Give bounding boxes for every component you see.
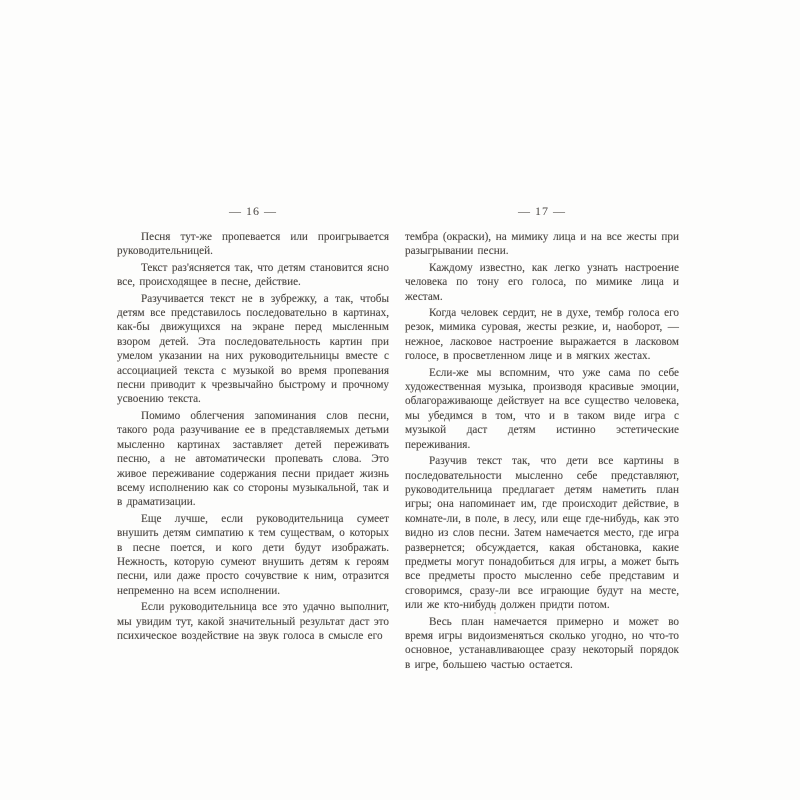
page-16-text-block xyxy=(117,230,389,643)
paragraph: Еще лучше, если руководительница сумеет внушить детям симпатию к тем существам, о которых в песне поется, и кого дети будут изображать. Нежность, которую сумеют внушить детям к героям песни, или даже просто сочувствие к ним, отразится непременно на всем исполнении. xyxy=(117,512,389,597)
scan-artifact xyxy=(494,603,496,610)
paragraph: Когда человек сердит, не в духе, тембр голоса его резок, мимика суровая, жесты резкие, и, наоборот, — нежное, ласковое настроение выражается в ласковом голосе, в просветленном лице и в мягких жестах. xyxy=(405,307,679,363)
paragraph: Песня тут-же пропевается или проигрывается руководительницей. xyxy=(117,231,389,258)
paragraph: Весь план намечается примерно и может во время игры видоизменяться сколько угодно, но что-то основное, устанавливающее сразу некоторый порядок в игре, большею частью остается. xyxy=(405,615,679,671)
paragraph: Текст раз'ясняется так, что детям становится ясно все, происходящее в песне, действие. xyxy=(117,261,389,289)
paragraph-continuation: тембра (окраски), на мимику лица и на все жесты при разыгрывании песни. xyxy=(405,231,679,258)
page-16 xyxy=(117,204,389,643)
page-number-header-right: — 17 — xyxy=(518,204,566,218)
page-number-header-left: — 16 — xyxy=(229,204,277,218)
page-17 xyxy=(405,204,679,672)
paragraph: Помимо облегчения запоминания слов песни, такого рода разучивание ее в представляемых детьми мысленно картинах заставляет детей переживать песню, а не автоматически пропевать слова. Это живое переживание содержания песни придает жизнь всему исполнению как со стороны музыкальной, так и в драматизации. xyxy=(117,409,389,509)
paragraph: Если-же мы вспомним, что уже сама по себе художественная музыка, производя красивые эмоции, облагораживающе действует на все существо человека, мы убедимся в том, что и в таком виде игра с музыкой даст детям истинно эстетические переживания. xyxy=(405,366,679,451)
paragraph: Разучивается текст не в зубрежку, а так, чтобы детям все представилось последовательно в картинах, как-бы движущихся на экране перед мысленным взором детей. Эта последовательность картин при умелом указании на них руководительницы вместе с ассоциацией текста с музыкой во время пропевания песни приводит к чрезвычайно быстрому и прочному усвоению текста. xyxy=(117,292,389,406)
paragraph: Каждому известно, как легко узнать настроение человека по тону его голоса, по мимике лица и жестам. xyxy=(405,261,679,303)
paragraph: Разучив текст так, что дети все картины в последовательности мысленно себе представляют, руководительница предлагает детям наметить план игры; она напоминает им, где происходит действие, в комнате-ли, в поле, в лесу, или еще где-нибудь, как это видно из слов песни. Затем намечается место, где игра развернется; обсуждается, какая обстановка, какие предметы могут понадобиться для игры, а может быть все предметы просто мысленно себе представим и сговоримся, сразу-ли все играющие будут на месте, или же кто-нибудь должен придти потом. xyxy=(405,455,679,612)
paragraph: Если руководительница все это удачно выполнит, мы увидим тут, какой значительный результат даст это психическое воздействие на звук голоса в смысле его xyxy=(117,601,389,642)
page-17-text-block xyxy=(405,230,679,672)
